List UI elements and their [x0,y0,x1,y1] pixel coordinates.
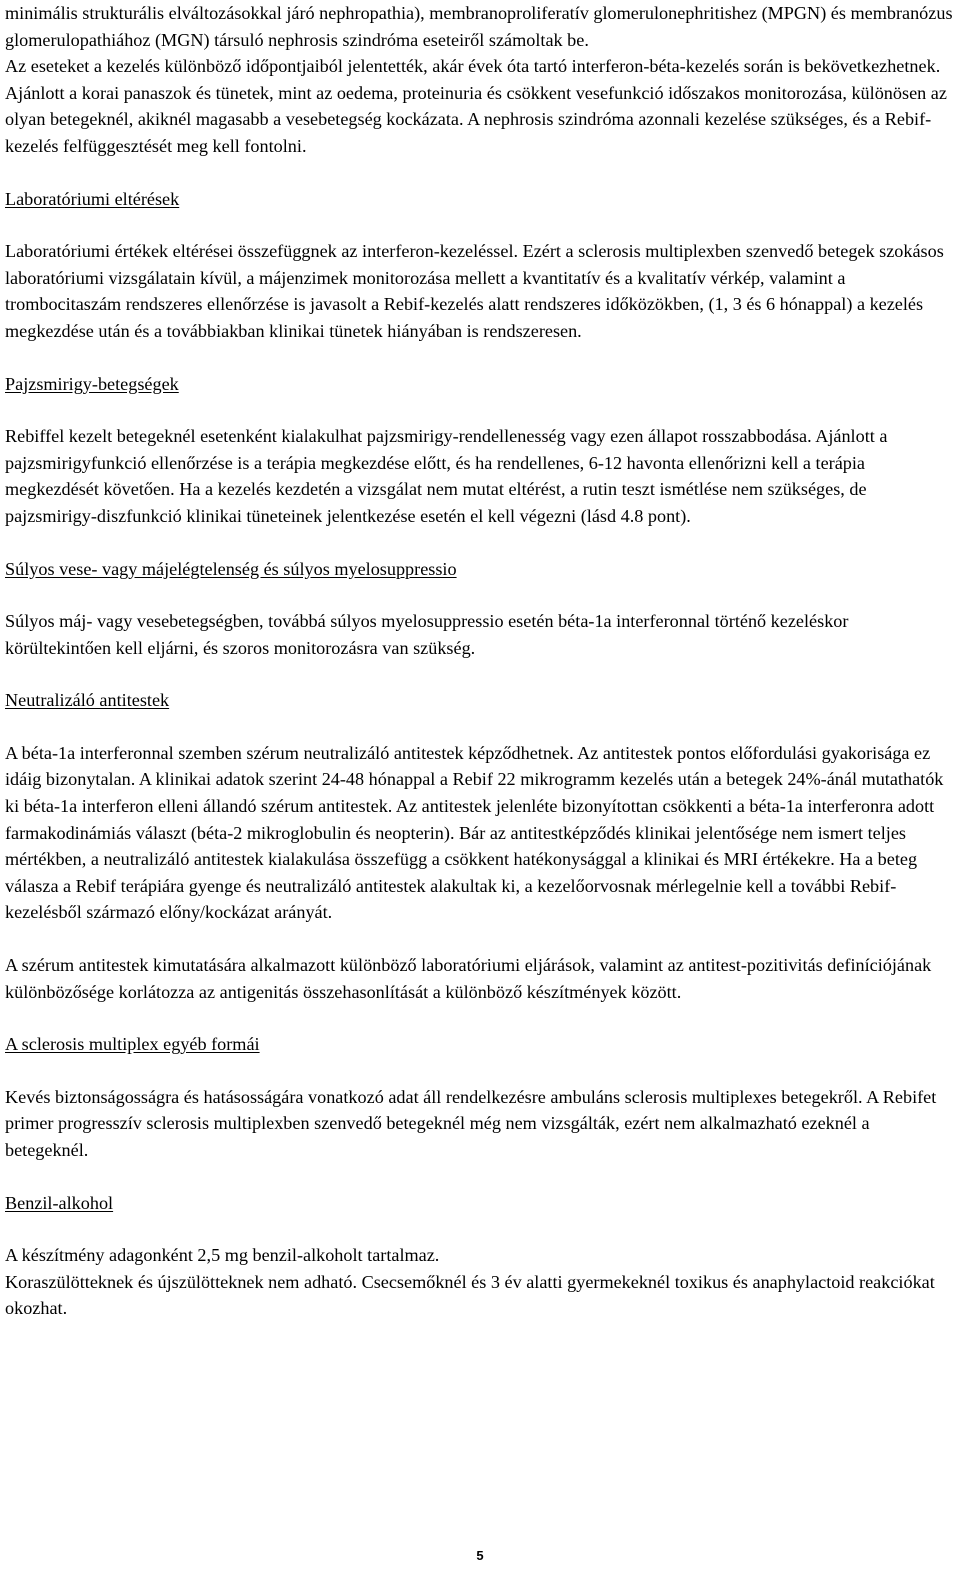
paragraph-other-ms-forms: Kevés biztonságosságra és hatásosságára vonatkozó adat áll rendelkezésre ambuláns sclerosis multiplexes betegekről. A Rebifet primer progresszív sclerosis multiplexben szenvedő betegeknél még nem vizsgálták, ezért nem alkalmazható ezeknél a betegeknél. [5,1086,937,1160]
paragraph-thyroid-disorders: Rebiffel kezelt betegeknél esetenként kialakulhat pajzsmirigy-rendellenesség vagy ezen állapot rosszabbodása. Ajánlott a pajzsmirigyfunkció ellenőrzése is a terápia megkezdése előtt, és ha rendellenes, 6-12 havonta ellenőrizni kell a terápia megkezdését követően. Ha a kezelés kezdetén a vizsgálat nem mutat eltérést, a rutin teszt ismétlése nem szükséges, de pajzsmirigy-diszfunkció klinikai tüneteinek jelentkezése esetén el kell végezni (lásd 4.8 pont). [5,426,888,526]
heading-thyroid-disorders: Pajzsmirigy-betegségek [5,373,179,394]
paragraph-benzyl-alcohol-content: A készítmény adagonként 2,5 mg benzil-alkoholt tartalmaz. [5,1245,440,1266]
paragraph-benzyl-alcohol-warning: Koraszülötteknek és újszülötteknek nem adható. Csecsemőknél és 3 év alatti gyermekeknél toxikus és anaphylactoid reakciókat okozhat. [5,1271,935,1319]
heading-neutralising-antibodies: Neutralizáló antitestek [5,690,170,711]
heading-benzyl-alcohol: Benzil-alkohol [5,1192,114,1213]
heading-severe-renal-hepatic-failure: Súlyos vese- vagy májelégtelenség és súlyos myelosuppressio [5,558,457,579]
paragraph-severe-renal-hepatic-failure: Súlyos máj- vagy vesebetegségben, továbbá súlyos myelosuppressio esetén béta-1a interferonnal történő kezeléskor körültekintően kell eljárni, és szoros monitorozásra van szükség. [5,611,849,658]
heading-laboratory-abnormalities: Laboratóriumi eltérések [5,188,180,209]
paragraph-nephropathy-continuation: minimális strukturális elváltozásokkal járó nephropathia), membranoproliferatív glomerulonephritishez (MPGN) és membranózus glomerulopathiához (MGN) társuló nephrosis szindróma eseteiről számoltak be. [5,3,953,50]
page-number: 5 [476,1548,484,1563]
paragraph-antibody-methods: A szérum antitestek kimutatására alkalmazott különböző laboratóriumi eljárások, valamint az antitest-pozitivitás definíciójának különbözősége korlátozza az antigenitás összehasonlítását a különböző készítmények között. [5,955,932,1002]
heading-other-ms-forms: A sclerosis multiplex egyéb formái [5,1034,260,1055]
paragraph-laboratory-abnormalities: Laboratóriumi értékek eltérései összefüggnek az interferon-kezeléssel. Ezért a sclerosis multiplexben szenvedő betegek szokásos laboratóriumi vizsgálatain kívül, a májenzimek monitorozása mellett a kvantitatív és a kvalitatív vérkép, valamint a trombocitaszám rendszeres ellenőrzése is javasolt a Rebif-kezelés alatt rendszeres időközökben, (1, 3 és 6 hónappal) a kezelés megkezdése után és a továbbiakban klinikai tünetek hiányában is rendszeresen. [5,241,944,341]
document-page [5,0,955,1322]
paragraph-neutralising-antibodies: A béta-1a interferonnal szemben szérum neutralizáló antitestek képződhetnek. Az antitestek pontos előfordulási gyakorisága ez idáig bizonytalan. A klinikai adatok szerint 24-48 hónappal a Rebif 22 mikrogramm kezelés után a betegek 24%-ánál mutathatók ki béta-1a interferon elleni állandó szérum antitestek. Az antitestek jelenléte bizonyítottan csökkenti a béta-1a interferonra adott farmakodinámiás választ (béta-2 mikroglobulin és neopterin). Bár az antitestképződés klinikai jelentősége nem ismert teljes mértékben, a neutralizáló antitestek kialakulása összefügg a csökkent hatékonysággal a klinikai és MRI értékekre. Ha a beteg válasza a Rebif terápiára gyenge és neutralizáló antitestek alakultak ki, a kezelőorvosnak mérlegelnie kell a további Rebif-kezelésből származó előny/kockázat arányát. [5,742,944,923]
paragraph-nephrosis-reporting: Az eseteket a kezelés különböző időpontjaiból jelentették, akár évek óta tartó interferon-béta-kezelés során is bekövetkezhetnek. Ajánlott a korai panaszok és tünetek, mint az oedema, proteinuria és csökkent vesefunkció időszakos monitorozása, különösen az olyan betegeknél, akiknél magasabb a vesebetegség kockázata. A nephrosis szindróma azonnali kezelése szükséges, és a Rebif-kezelés felfüggesztését meg kell fontolni. [5,56,947,156]
